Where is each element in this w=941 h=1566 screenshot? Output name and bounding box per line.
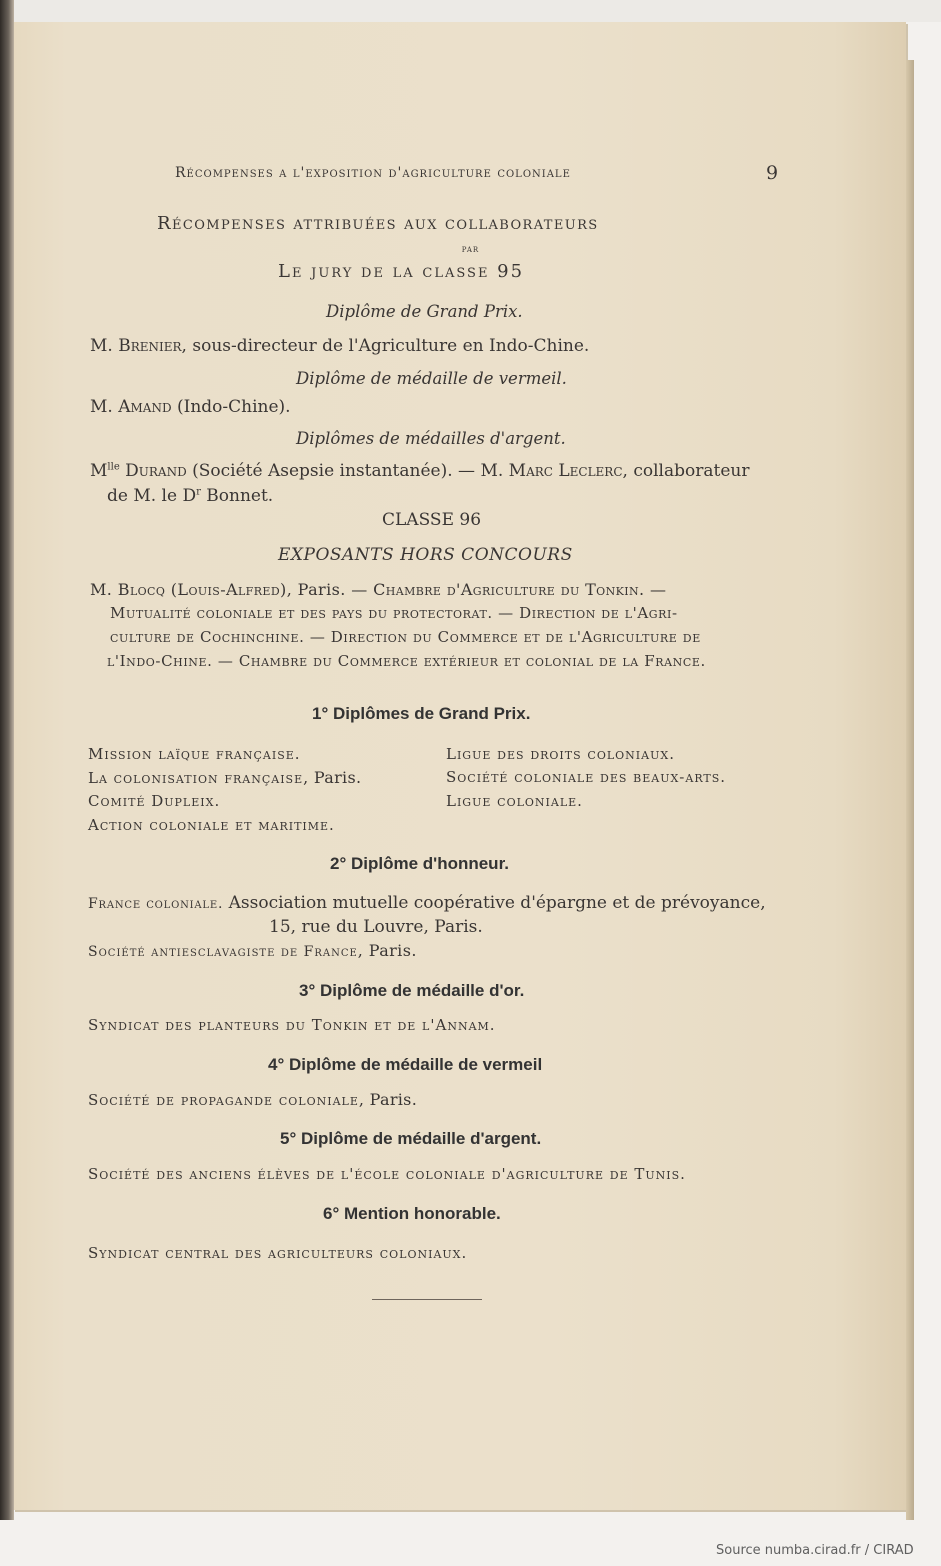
heading-s1: 1° Diplômes de Grand Prix.: [312, 704, 531, 723]
s4-entry-text: , Paris.: [358, 1090, 418, 1109]
s3-entry: Syndicat des planteurs du Tonkin et de l'Annam.: [88, 1016, 496, 1034]
s1-right-0: Ligue des droits coloniaux.: [446, 745, 675, 763]
hc-line-3: culture de Cochinchine. — Direction du Commerce et de l'Agriculture de: [110, 628, 701, 646]
heading-classe-96: CLASSE 96: [382, 510, 482, 530]
s1-left-1: [88, 768, 361, 787]
entry-brenier-name: Brenier: [118, 336, 182, 356]
entry-bonnet-b: Bonnet.: [200, 486, 274, 506]
hc-line-2: Mutualité coloniale et des pays du protectorat. — Direction de l'Agri-: [110, 604, 678, 622]
s2-sa-name: Société antiesclavagiste de France: [88, 944, 358, 960]
s4-entry-name: Société de propagande coloniale: [88, 1091, 359, 1109]
entry-bonnet-a: de M. le D: [107, 486, 197, 506]
s1-right-2: Ligue coloniale.: [446, 792, 583, 810]
entry-durand-text: (Société Asepsie instantanée). — M.: [186, 461, 509, 481]
section-title: Récompenses attribuées aux collaborateurs: [157, 213, 599, 234]
heading-s3: 3° Diplôme de médaille d'or.: [299, 981, 525, 1000]
book-spine: [0, 0, 14, 1520]
s2-fc-name: France coloniale.: [88, 896, 224, 912]
heading-s6: 6° Mention honorable.: [323, 1204, 501, 1223]
entry-leclerc-name: Marc Leclerc: [508, 461, 623, 481]
s1-left-1-paris: , Paris.: [303, 768, 362, 787]
top-margin: [0, 0, 941, 22]
running-head: Récompenses a l'exposition d'agriculture coloniale: [175, 165, 571, 181]
entry-brenier-m: M.: [90, 336, 113, 356]
section-title-par: par: [461, 244, 480, 255]
entry-durand-m: M: [90, 461, 108, 481]
s1-left-3: Action coloniale et maritime.: [88, 816, 335, 834]
source-credit: Source numba.cirad.fr / CIRAD: [716, 1543, 914, 1558]
entry-amand-text: (Indo-Chine).: [171, 397, 291, 417]
section-title-jury: Le jury de la classe 95: [278, 261, 525, 282]
hc-line-1-a: Blocq (Louis-Alfred): [117, 580, 287, 599]
entry-durand: [90, 461, 749, 481]
entry-amand-m: M.: [90, 397, 113, 417]
heading-grand-prix: Diplôme de Grand Prix.: [326, 302, 523, 321]
entry-durand-name: Durand: [125, 461, 187, 481]
entry-brenier: [90, 336, 589, 356]
entry-amand-name: Amand: [118, 397, 172, 417]
heading-s5: 5° Diplôme de médaille d'argent.: [280, 1129, 542, 1148]
hc-line-1: [90, 580, 666, 599]
s1-left-1-name: La colonisation française: [88, 769, 304, 787]
s2-fc-address: 15, rue du Louvre, Paris.: [269, 917, 483, 937]
entry-amand: [90, 397, 291, 417]
s2-france-coloniale: [88, 893, 766, 913]
entry-leclerc-text: , collaborateur: [622, 461, 750, 481]
hc-line-4: l'Indo-Chine. — Chambre du Commerce extérieur et colonial de la France.: [107, 652, 706, 670]
entry-brenier-text: , sous-directeur de l'Agriculture en Indo-Chine.: [181, 336, 590, 356]
s1-left-0: Mission laïque française.: [88, 745, 301, 763]
s5-entry: Société des anciens élèves de l'école coloniale d'agriculture de Tunis.: [88, 1165, 686, 1183]
heading-argent: Diplômes de médailles d'argent.: [296, 429, 566, 448]
heading-s4: 4° Diplôme de médaille de vermeil: [268, 1055, 543, 1074]
heading-exposants: EXPOSANTS HORS CONCOURS: [278, 545, 573, 565]
hc-line-1-b: , Paris. —: [286, 580, 374, 599]
s6-entry: Syndicat central des agriculteurs coloniaux.: [88, 1244, 468, 1262]
hc-line-1-c: Chambre d'Agriculture du Tonkin. —: [373, 580, 667, 599]
entry-durand-sup: lle: [107, 461, 120, 473]
heading-vermeil: Diplôme de médaille de vermeil.: [296, 369, 567, 388]
entry-bonnet-sup: r: [196, 486, 201, 498]
entry-bonnet: [107, 486, 273, 506]
s1-left-2: Comité Dupleix.: [88, 792, 221, 810]
s2-fc-text: Association mutuelle coopérative d'épargne et de prévoyance,: [223, 893, 766, 913]
s4-entry: [88, 1090, 417, 1109]
s2-sa-text: , Paris.: [357, 941, 417, 960]
page-number: 9: [766, 162, 779, 184]
hc-line-1-m: M.: [90, 580, 113, 599]
s2-antiesclavagiste: [88, 941, 417, 960]
end-rule: [372, 1299, 482, 1300]
s1-right-1: Société coloniale des beaux-arts.: [446, 768, 727, 786]
heading-s2: 2° Diplôme d'honneur.: [330, 854, 509, 873]
page-edge: [906, 60, 914, 1520]
